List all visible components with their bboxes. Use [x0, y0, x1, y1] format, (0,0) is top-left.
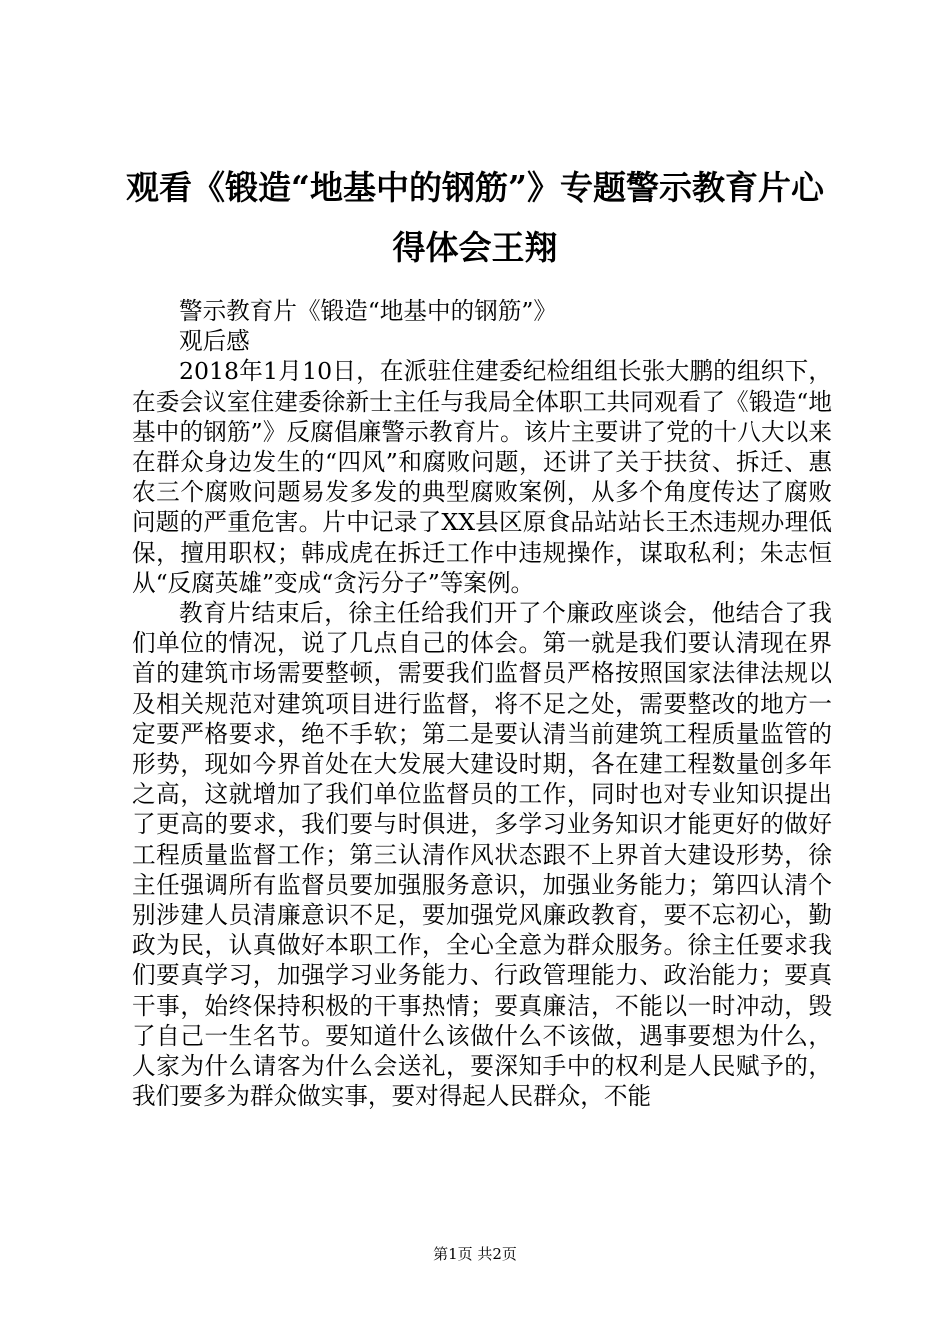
- paragraph-2: 教育片结束后，徐主任给我们开了个廉政座谈会，他结合了我们单位的情况，说了几点自己的体会。第一就是我们要认清现在界首的建筑市场需要整顿，需要我们监督员严格按照国家法律法规以及相关规范对建筑项目进行监督，将不足之处，需要整改的地方一定要严格要求，绝不手软；第二是要认清当前建筑工程质量监管的形势，现如今界首处在大发展大建设时期，各在建工程数量创多年之高，这就增加了我们单位监督员的工作，同时也对专业知识提出了更高的要求，我们要与时俱进，多学习业务知识才能更好的做好工程质量监督工作；第三认清作风状态跟不上界首大建设形势，徐主任强调所有监督员要加强服务意识，加强业务能力；第四认清个别涉建人员清廉意识不足，要加强党风廉政教育，要不忘初心，勤政为民，认真做好本职工作，全心全意为群众服务。徐主任要求我们要真学习，加强学习业务能力、行政管理能力、政治能力；要真干事，始终保持积极的干事热情；要真廉洁，不能以一时冲动，毁了自己一生名节。要知道什么该做什么不该做，遇事要想为什么，人家为什么请客为什么会送礼，要深知手中的权利是人民赋予的，我们要多为群众做实事，要对得起人民群众，不能: [132, 599, 832, 1111]
- subtitle-line-2: 观后感: [179, 327, 250, 356]
- document-body: [132, 296, 832, 1111]
- subtitle-line-1: 警示教育片《锻造“地基中的钢筋”》: [179, 297, 558, 325]
- page-footer: 第1页 共2页: [433, 1245, 517, 1263]
- paragraph-1: 2018年1月10日，在派驻住建委纪检组组长张大鹏的组织下，在委会议室住建委徐新士主任与我局全体职工共同观看了《锻造“地基中的钢筋”》反腐倡廉警示教育片。该片主要讲了党的十八大以来在群众身边发生的“四风”和腐败问题，还讲了关于扶贫、拆迁、惠农三个腐败问题易发多发的典型腐败案例，从多个角度传达了腐败问题的严重危害。片中记录了XX县区原食品站站长王杰违规办理低保，擅用职权；韩成虎在拆迁工作中违规操作，谋取私利；朱志恒从“反腐英雄”变成“贪污分子”等案例。: [132, 357, 832, 597]
- document-title: 观看《锻造“地基中的钢筋”》专题警示教育片心得体会王翔: [126, 168, 824, 267]
